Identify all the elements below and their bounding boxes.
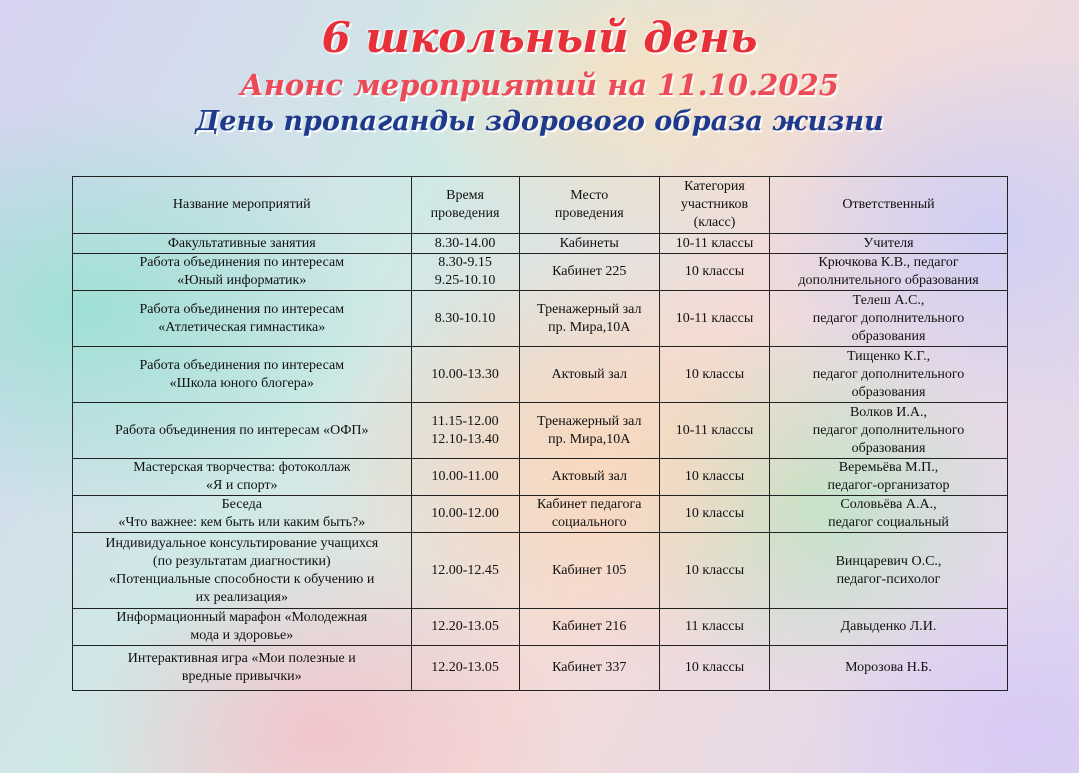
event-place-cell	[519, 347, 659, 403]
table-row	[73, 459, 1008, 496]
event-name-cell-line: Работа объединения по интересам	[139, 255, 345, 270]
event-time-cell-line: 10.00-13.30	[431, 366, 499, 382]
event-responsible-cell	[770, 459, 1008, 496]
event-name-cell-line: «Юный информатик»	[177, 273, 307, 288]
event-time-cell-line: 12.00-12.45	[431, 562, 499, 578]
event-category-cell	[659, 459, 769, 496]
event-place-cell	[519, 533, 659, 609]
table-row	[73, 291, 1008, 347]
event-name-cell-line: «Я и спорт»	[206, 478, 278, 493]
event-responsible-cell-line: Учителя	[863, 235, 914, 251]
table-row	[73, 254, 1008, 291]
event-place-cell-line: Кабинет педагога	[536, 497, 642, 512]
event-name-cell-line: «Школа юного блогера»	[169, 375, 314, 391]
event-responsible-cell	[770, 646, 1008, 691]
event-place-cell-line: Кабинет 105	[552, 562, 627, 578]
event-responsible-cell-line: Телеш А.С.,	[852, 292, 925, 308]
event-name-cell-line: (по результатам диагностики)	[152, 553, 331, 569]
event-category-cell	[659, 646, 769, 691]
event-name-cell-line: мода и здоровье»	[190, 628, 294, 643]
event-name-cell-line: Работа объединения по интересам «ОФП»	[115, 422, 369, 438]
table-row	[73, 533, 1008, 609]
event-category-cell-line: 10-11 классы	[675, 310, 754, 326]
table-row	[73, 496, 1008, 533]
page-title: 6 школьный день	[321, 13, 758, 62]
event-name-cell-line: «Атлетическая гимнастика»	[158, 319, 326, 335]
event-place-cell	[519, 291, 659, 347]
event-category-cell	[659, 496, 769, 533]
event-place-cell-line: Кабинет 216	[552, 619, 627, 634]
event-name-cell	[73, 646, 412, 691]
events-table	[72, 176, 1008, 691]
event-name-cell-line: Мастерская творчества: фотоколлаж	[133, 460, 351, 475]
event-name-cell-line: «Что важнее: кем быть или каким быть?»	[118, 515, 366, 530]
event-time-cell	[411, 347, 519, 403]
page-subtitle: Анонс мероприятий на 11.10.2025	[240, 68, 839, 102]
event-name-cell-line: Интерактивная игра «Мои полезные и	[127, 651, 356, 666]
event-responsible-cell	[770, 234, 1008, 254]
table-row	[73, 609, 1008, 646]
event-responsible-cell-line: Соловьёва А.А.,	[840, 497, 937, 512]
event-name-cell-line: Факультативные занятия	[167, 235, 316, 251]
event-category-cell	[659, 291, 769, 347]
event-responsible-cell	[770, 403, 1008, 459]
event-place-cell	[519, 646, 659, 691]
event-responsible-cell-line: Тищенко К.Г.,	[846, 348, 931, 364]
event-category-cell-line: 10-11 классы	[675, 422, 754, 438]
event-time-cell	[411, 254, 519, 291]
event-name-cell	[73, 533, 412, 609]
event-place-cell-line: Кабинет 225	[552, 264, 627, 279]
page-theme: День пропаганды здорового образа жизни	[195, 106, 884, 137]
event-name-cell-line: Работа объединения по интересам	[139, 357, 345, 373]
event-category-cell-line: 10-11 классы	[675, 235, 754, 251]
event-place-cell	[519, 403, 659, 459]
table-body	[73, 234, 1008, 691]
table-row	[73, 403, 1008, 459]
event-responsible-cell-line: Волков И.А.,	[849, 404, 928, 420]
event-time-cell-line: 10.00-11.00	[431, 469, 499, 484]
event-time-cell-line: 8.30-14.00	[434, 235, 496, 251]
event-category-cell	[659, 234, 769, 254]
column-header-responsible: Ответственный	[770, 177, 1008, 234]
event-responsible-cell-line: Винцаревич О.С.,	[835, 553, 942, 569]
column-header-place: Место проведения	[519, 177, 659, 234]
event-name-cell-line: их реализация»	[195, 589, 288, 605]
event-place-cell-line: Кабинет 337	[552, 660, 627, 675]
event-name-cell-line: «Потенциальные способности к обучению и	[109, 571, 375, 587]
event-responsible-cell-line: педагог дополнительного	[812, 366, 965, 382]
column-header-category: Категория участников (класс)	[659, 177, 769, 234]
event-name-cell	[73, 234, 412, 254]
event-name-cell	[73, 403, 412, 459]
event-category-cell	[659, 609, 769, 646]
event-responsible-cell-line: педагог социальный	[828, 515, 949, 530]
event-name-cell	[73, 254, 412, 291]
event-time-cell-line: 8.30-9.15	[438, 255, 492, 270]
event-place-cell	[519, 609, 659, 646]
event-time-cell	[411, 609, 519, 646]
event-responsible-cell	[770, 496, 1008, 533]
event-time-cell-line: 9.25-10.10	[434, 273, 496, 288]
event-time-cell-line: 10.00-12.00	[431, 506, 499, 521]
event-category-cell-line: 10 классы	[684, 562, 745, 578]
event-time-cell-line: 12.10-13.40	[431, 431, 499, 447]
event-time-cell-line: 12.20-13.05	[431, 619, 499, 634]
event-category-cell-line: 10 классы	[684, 506, 745, 521]
event-time-cell	[411, 291, 519, 347]
table-row	[73, 347, 1008, 403]
event-name-cell-line: Информационный марафон «Молодежная	[116, 610, 368, 625]
event-time-cell	[411, 496, 519, 533]
event-responsible-cell	[770, 291, 1008, 347]
event-category-cell-line: 10 классы	[684, 264, 745, 279]
event-name-cell-line: Беседа	[221, 497, 262, 512]
event-responsible-cell-line: образования	[851, 328, 926, 344]
event-place-cell-line: пр. Мира,10А	[548, 319, 631, 335]
event-category-cell-line: 10 классы	[684, 469, 745, 484]
event-responsible-cell-line: педагог-организатор	[827, 478, 950, 493]
table-row	[73, 646, 1008, 691]
event-place-cell	[519, 459, 659, 496]
event-time-cell-line: 8.30-10.10	[434, 310, 496, 326]
event-responsible-cell	[770, 609, 1008, 646]
event-name-cell	[73, 347, 412, 403]
event-category-cell	[659, 533, 769, 609]
event-responsible-cell-line: дополнительного образования	[798, 273, 979, 288]
event-name-cell	[73, 496, 412, 533]
event-time-cell	[411, 234, 519, 254]
event-place-cell	[519, 254, 659, 291]
event-place-cell-line: Тренажерный зал	[537, 413, 642, 429]
event-responsible-cell-line: образования	[851, 384, 926, 400]
event-responsible-cell	[770, 254, 1008, 291]
event-responsible-cell	[770, 347, 1008, 403]
event-responsible-cell-line: педагог-психолог	[836, 571, 941, 587]
table-header-row	[73, 177, 1008, 234]
event-place-cell-line: Актовый зал	[551, 366, 627, 382]
event-responsible-cell-line: педагог дополнительного	[812, 422, 965, 438]
event-time-cell-line: 11.15-12.00	[431, 413, 499, 429]
column-header-time: Время проведения	[411, 177, 519, 234]
event-name-cell	[73, 609, 412, 646]
event-time-cell	[411, 646, 519, 691]
event-time-cell-line: 12.20-13.05	[431, 660, 499, 675]
event-category-cell-line: 10 классы	[684, 660, 745, 675]
event-category-cell-line: 11 классы	[685, 619, 744, 634]
event-name-cell	[73, 459, 412, 496]
event-time-cell	[411, 459, 519, 496]
event-place-cell	[519, 234, 659, 254]
event-category-cell	[659, 403, 769, 459]
event-place-cell	[519, 496, 659, 533]
event-responsible-cell-line: Крючкова К.В., педагог	[818, 255, 959, 270]
event-responsible-cell-line: образования	[851, 440, 926, 456]
event-responsible-cell-line: педагог дополнительного	[812, 310, 965, 326]
event-name-cell-line: вредные привычки»	[181, 669, 302, 684]
event-responsible-cell-line: Веремьёва М.П.,	[838, 460, 939, 475]
event-name-cell-line: Работа объединения по интересам	[139, 301, 345, 317]
event-place-cell-line: Тренажерный зал	[537, 301, 642, 317]
event-responsible-cell-line: Морозова Н.Б.	[845, 660, 932, 675]
event-name-cell-line: Индивидуальное консультирование учащихся	[105, 535, 379, 551]
event-place-cell-line: Актовый зал	[551, 469, 627, 484]
event-responsible-cell	[770, 533, 1008, 609]
event-category-cell-line: 10 классы	[684, 366, 745, 382]
event-category-cell	[659, 347, 769, 403]
event-time-cell	[411, 533, 519, 609]
page-header	[0, 0, 1079, 170]
event-place-cell-line: социального	[551, 515, 627, 530]
event-name-cell	[73, 291, 412, 347]
event-place-cell-line: Кабинеты	[559, 235, 619, 251]
table-row	[73, 234, 1008, 254]
event-category-cell	[659, 254, 769, 291]
column-header-event: Название мероприятий	[73, 177, 412, 234]
event-place-cell-line: пр. Мира,10А	[548, 431, 631, 447]
event-responsible-cell-line: Давыденко Л.И.	[840, 619, 937, 634]
event-time-cell	[411, 403, 519, 459]
